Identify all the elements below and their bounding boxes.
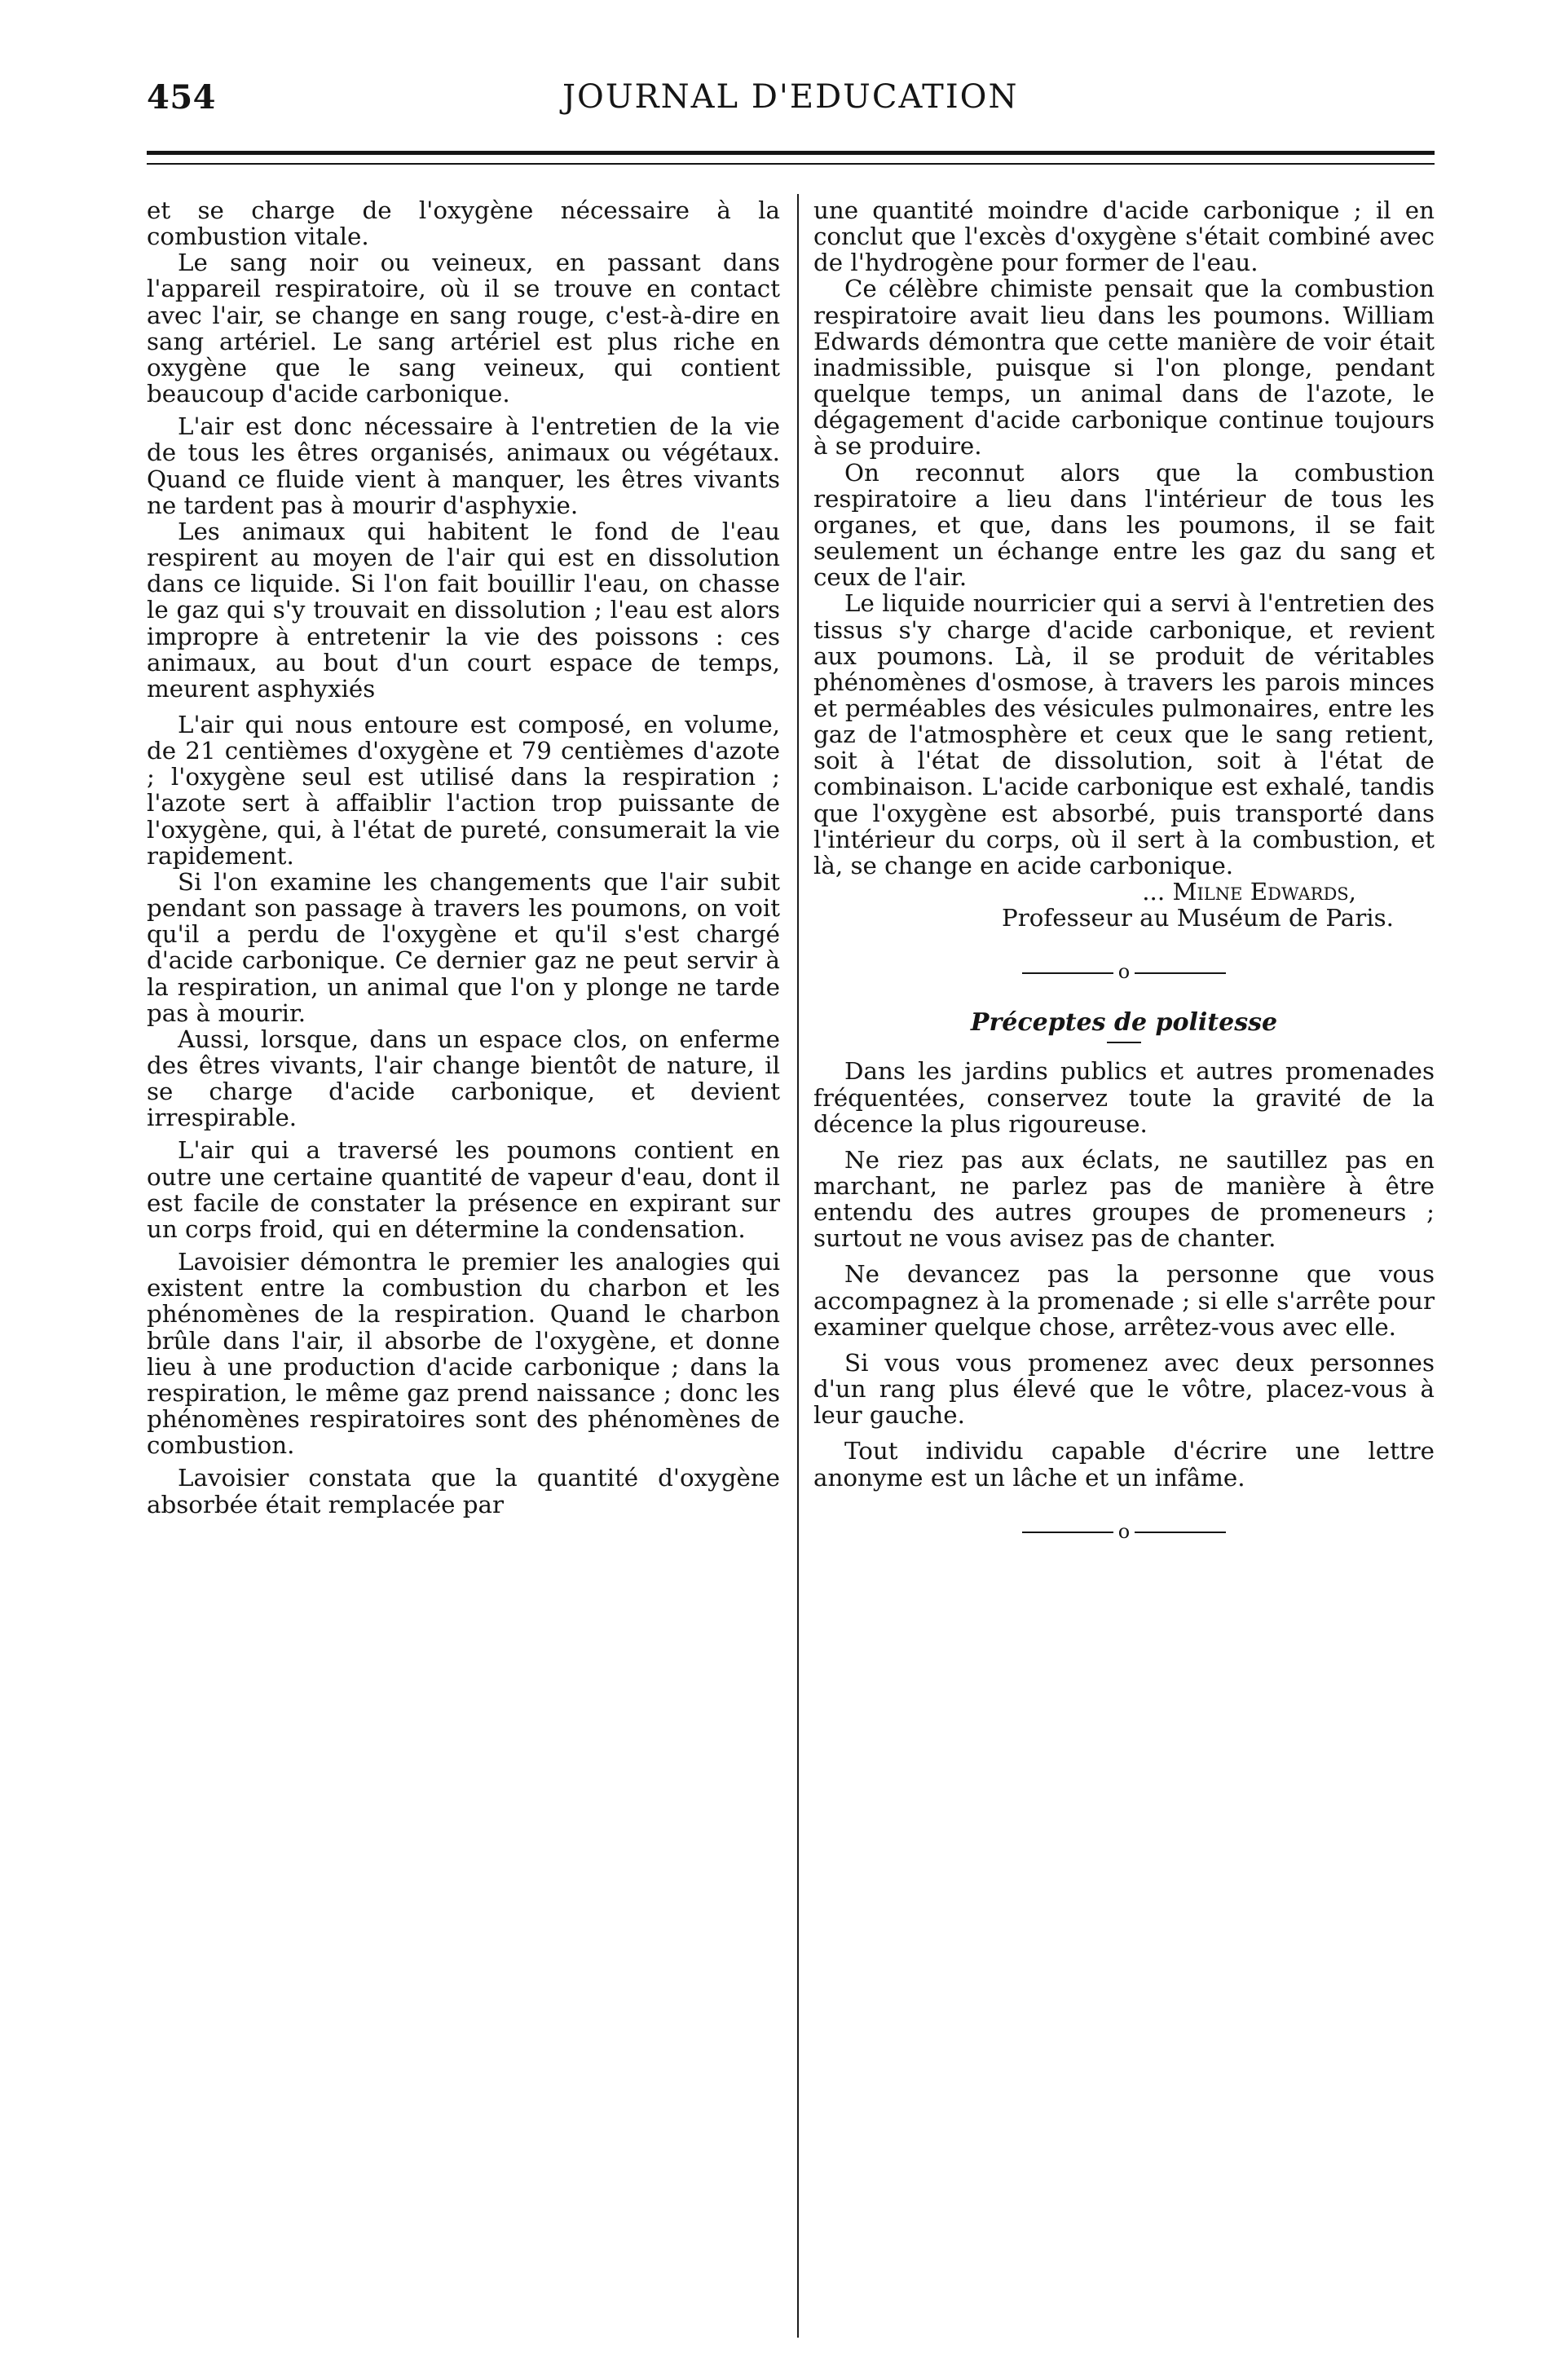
end-mark: o — [1117, 1519, 1131, 1543]
page-header — [147, 72, 1435, 129]
paragraph: une quantité moindre d'acide carbonique ; il en conclut que l'excès d'oxygène s'était combiné avec de l'hydrogène pour former de l'eau. — [813, 196, 1435, 277]
separator-dash — [1135, 1532, 1226, 1533]
header-rule-thin — [147, 163, 1435, 165]
header-rule — [147, 151, 1435, 155]
paragraph: Lavoisier constata que la quantité d'oxygène absorbée était remplacée par — [147, 1464, 780, 1518]
end-separator — [813, 1518, 1435, 1545]
paragraph: Le sang noir ou veineux, en passant dans l'appareil respiratoire, où il se trouve en contact avec l'air, se change en sang rouge, c'est-à-dire en sang artériel. Le sang artériel est plus riche en oxygène que le sang veineux, qui contient beaucoup d'acide carbonique. — [147, 249, 780, 408]
journal-title: JOURNAL D'EDUCATION — [562, 78, 1019, 116]
signature-role: Professeur au Muséum de Paris. — [1002, 904, 1394, 932]
separator-dash — [1022, 972, 1113, 974]
paragraph: Le liquide nourricier qui a servi à l'entretien des tissus s'y charge d'acide carbonique, et revient aux poumons. Là, il se produit de véritables phénomènes d'osmose, à travers les parois minces et perméables des vésicules pulmonaires, entre les gaz de l'atmosphère et ceux que le sang retient, soit à l'état de dissolution, soit à l'état de combinaison. L'acide carbonique est exhalé, tandis que l'oxygène est absorbé, puis transporté dans l'intérieur du corps, où il sert à la combustion, et là, se change en acide carbonique. — [813, 589, 1435, 879]
signature-name: Milne Edwards, — [1172, 878, 1356, 906]
separator-dash — [1135, 972, 1226, 974]
signature-prefix: ... — [1142, 878, 1166, 906]
paragraph: Si l'on examine les changements que l'air subit pendant son passage à travers les poumons, on voit qu'il a perdu de l'oxygène et qu'il s'est chargé d'acide carbonique. Ce dernier gaz ne peut servir à la respiration, un animal que l'on y plonge ne tarde pas à mourir. — [147, 867, 780, 1027]
left-column — [147, 197, 780, 1518]
separator-mark: o — [1117, 960, 1131, 984]
paragraph: Si vous vous promenez avec deux personnes d'un rang plus élevé que le vôtre, placez-vous à leur gauche. — [813, 1348, 1435, 1430]
title-rule — [1107, 1042, 1141, 1043]
section-title: Préceptes de politesse — [970, 1008, 1278, 1038]
separator-dash — [1022, 1532, 1113, 1533]
paragraph: Aussi, lorsque, dans un espace clos, on enferme des êtres vivants, l'air change bientôt de nature, il se charge d'acide carbonique, et devient irrespirable. — [147, 1025, 780, 1132]
paragraph: L'air qui nous entoure est composé, en volume, de 21 centièmes d'oxygène et 79 centièmes d'azote ; l'oxygène seul est utilisé dans la respiration ; l'azote sert à affaiblir l'action trop puissante de l'oxygène, qui, à l'état de pureté, consumerait la vie rapidement. — [147, 710, 780, 870]
paragraph: L'air qui a traversé les poumons contient en outre une certaine quantité de vapeur d'eau, dont il est facile de constater la présence en expirant sur un corps froid, qui en détermine la condensation. — [147, 1136, 780, 1243]
paragraph: Les animaux qui habitent le fond de l'eau respirent au moyen de l'air qui est en dissolution dans ce liquide. Si l'on fait bouillir l'eau, on chasse le gaz qui s'y trouvait en dissolution ; l'eau est alors impropre à entretenir la vie des poissons : ces animaux, au bout d'un court espace de temps, meurent asphyxiés — [147, 517, 780, 703]
paragraph: Ne devancez pas la personne que vous accompagnez à la promenade ; si elle s'arrête pour examiner quelque chose, arrêtez-vous avec elle. — [813, 1260, 1435, 1341]
paragraph: L'air est donc nécessaire à l'entretien de la vie de tous les êtres organisés, animaux ou végétaux. Quand ce fluide vient à manquer, les êtres vivants ne tardent pas à mourir d'asphyxie. — [147, 412, 780, 519]
paragraph: Dans les jardins publics et autres promenades fréquentées, conservez toute la gravité de la décence la plus rigoureuse. — [813, 1057, 1435, 1138]
paragraph: et se charge de l'oxygène nécessaire à la combustion vitale. — [147, 196, 780, 251]
paragraph: Ce célèbre chimiste pensait que la combustion respiratoire avait lieu dans les poumons. William Edwards démontra que cette manière de voir était inadmissible, puisque si l'on plonge, pendant quelque temps, un animal dans de l'azote, le dégagement d'acide carbonique continue toujours à se produire. — [813, 275, 1435, 461]
column-divider — [797, 194, 799, 2338]
paragraph: Lavoisier démontra le premier les analogies qui existent entre la combustion du charbon et les phénomènes de la respiration. Quand le charbon brûle dans l'air, il absorbe de l'oxygène, et donne lieu à une production d'acide carbonique ; dans la respiration, le même gaz prend naissance ; donc les phénomènes respiratoires sont des phénomènes de combustion. — [147, 1248, 780, 1460]
right-column — [813, 197, 1435, 1569]
signature-author — [813, 879, 1435, 905]
paragraph: On reconnut alors que la combustion respiratoire a lieu dans l'intérieur de tous les organes, et que, dans les poumons, il se fait seulement un échange entre les gaz du sang et ceux de l'air. — [813, 458, 1435, 592]
paragraph: Tout individu capable d'écrire une lettre anonyme est un lâche et un infâme. — [813, 1437, 1435, 1492]
page-number: 454 — [147, 78, 216, 117]
paragraph: Ne riez pas aux éclats, ne sautillez pas en marchant, ne parlez pas de manière à être entendu des autres groupes de promeneurs ; surtout ne vous avisez pas de chanter. — [813, 1145, 1435, 1253]
section-separator — [813, 959, 1435, 985]
